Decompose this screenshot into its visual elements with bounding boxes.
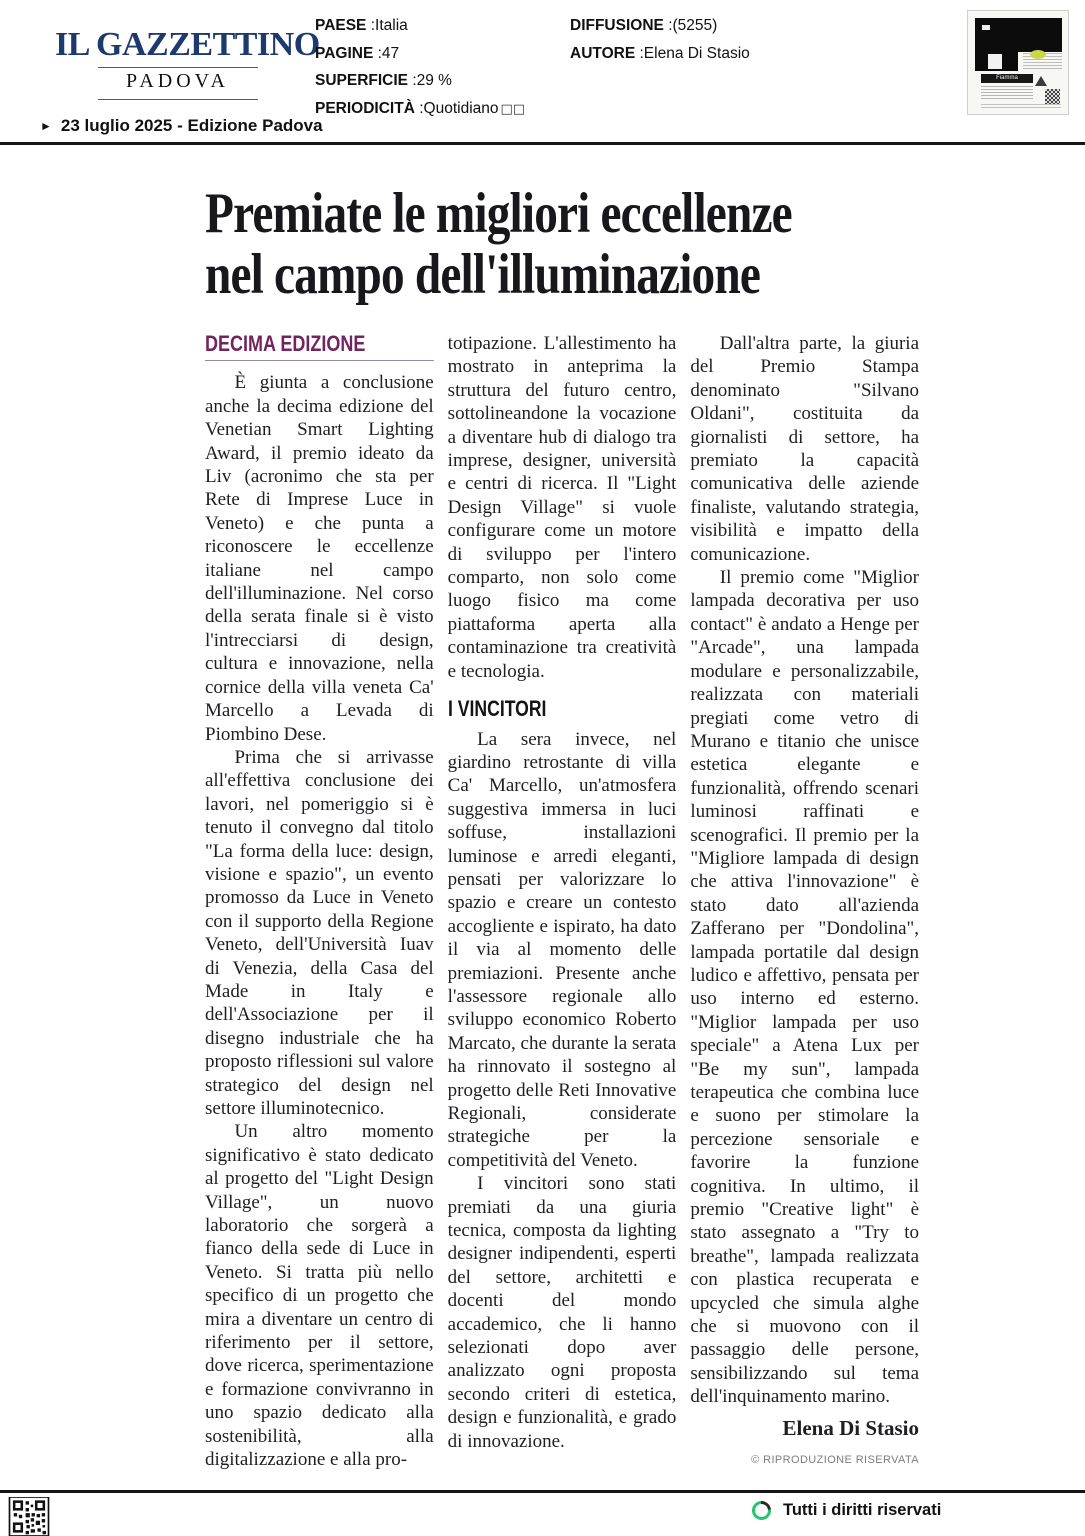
paragraph-continuation: totipazione. L'allestimento ha mostrato in anteprima la struttura del futuro centro, sottolineandone la vocazione a diventare hub di dialogo tra imprese, designer, università e centri di ricerca. Il "Light Design Village" si vuole configurare come un motore di sviluppo per l'intero comparto, non solo come luogo fisico ma come piattaforma aperta alla contaminazione tra creatività e tecnologia.	[447, 333, 677, 682]
meta-row-paese	[315, 12, 525, 40]
newspaper-logo	[55, 26, 320, 100]
kicker-underline	[205, 360, 434, 361]
thumbnail-text-lines	[981, 104, 1061, 110]
rights-text: Tutti i diritti riservati	[783, 1501, 942, 1519]
meta-row-periodicita	[315, 95, 525, 124]
paragraph: Un altro momento significativo è stato dedicato al progetto del "Light Design Village", un nuovo laboratorio che sorgerà a fianco della sede di Luce in Veneto. Si tratta più nello specifico di un progetto che mira a diventare un centro di riferimento per il settore, dove ricerca, sperimentazione e formazione convivranno in uno spazio dedicato alla sostenibilità, alla digitalizzazione e alla pro-	[205, 1121, 434, 1471]
qr-code	[6, 1497, 52, 1536]
meta-value: :47	[377, 44, 400, 62]
column-2	[448, 332, 677, 1473]
article-headline	[205, 183, 1075, 305]
meta-label: SUPERFICIE	[315, 72, 409, 89]
column-3	[690, 332, 919, 1473]
meta-label: AUTORE	[570, 44, 636, 62]
date-text: 23 luglio 2025 - Edizione Padova	[60, 116, 323, 135]
paragraph: I vincitori sono stati premiati da una giuria tecnica, composta da lighting designer indipendenti, esperti del settore, architetti e docenti del mondo accademico, che li hanno selezionati dopo aver analizzato ogni proposta secondo criteri di estetica, design e funzionalità, e grado di innovazione.	[447, 1173, 677, 1452]
thumbnail-triangle	[1035, 76, 1047, 86]
thumbnail-photo-block	[975, 18, 1062, 52]
arrow-icon: ►	[40, 119, 52, 133]
tofu-artifacts: □□	[500, 101, 526, 117]
metadata-left	[315, 12, 525, 123]
meta-row-superficie	[315, 67, 525, 95]
meta-value: :Quotidiano	[419, 99, 499, 117]
ring-icon	[748, 1497, 775, 1524]
meta-row-pagine	[315, 40, 525, 68]
date-line	[40, 116, 323, 136]
byline: Elena Di Stasio	[782, 1415, 920, 1440]
meta-value: :29 %	[412, 72, 452, 89]
meta-value: :Elena Di Stasio	[639, 44, 750, 62]
meta-value: :(5255)	[668, 17, 718, 34]
column-1	[205, 332, 434, 1473]
copyright-notice: © RIPRODUZIONE RISERVATA	[751, 1454, 920, 1467]
thumbnail-qr	[1045, 89, 1060, 104]
headline-line-2: nel campo dell'illuminazione	[205, 243, 761, 306]
meta-row-autore	[570, 40, 750, 68]
header-divider	[0, 142, 1085, 145]
meta-value: :Italia	[370, 17, 408, 34]
meta-label: PAESE	[315, 17, 367, 34]
thumbnail-detail	[982, 25, 990, 29]
logo-edition: PADOVA	[126, 70, 229, 92]
thumbnail-text-lines	[981, 86, 1033, 100]
article-body	[205, 332, 919, 1473]
logo-divider	[98, 99, 258, 100]
meta-label: PERIODICITÀ	[315, 99, 415, 117]
rights-reserved	[752, 1501, 941, 1520]
paragraph: Il premio come "Miglior lampada decorativa per uso contact" è andato a Henge per "Arcade", una lampada modulare e personalizzabile, realizzata con materiali pregiati come vetro di Murano e titanio che unisce estetica elegante e funzionalità, offrendo scenari luminosi raffinati e scenografici. Il premio per la "Migliore lampada di design che attiva l'innovazione" è stato dato all'azienda Zafferano per "Dondolina", lampada portatile dal design ludico e affettivo, pensata per uso interno ed esterno. "Miglior lampada per uso speciale" a Atena Lux per "Be my sun", lampada terapeutica che combina luce e suono per stimolare la percezione sensoriale e favorire la funzione cognitiva. In ultimo, il premio "Creative light" è stato assegnato a "Try to breathe", lampada realizzata con plastica recuperata e upcycled che simula alghe che si muovono con il passaggio delle persone, sensibilizzando sul tema dell'inquinamento marino.	[690, 567, 920, 1408]
paragraph: Dall'altra parte, la giuria del Premio Stampa denominato "Silvano Oldani", costituita da giornalisti di settore, ha premiato la capacità comunicativa delle aziende finaliste, valutando strategia, visibilità e impatto della comunicazione.	[690, 333, 920, 565]
paragraph: La sera invece, nel giardino retrostante di villa Ca' Marcello, un'atmosfera suggestiva immersa in luci soffuse, installazioni luminose e arredi eleganti, pensati per valorizzare lo spazio e creare un contesto accogliente e ispirato, ha dato il via al momento delle premiazioni. Presente anche l'assessore regionale allo sviluppo economico Roberto Marcato, che durante la serata ha rinnovato il sostegno al progetto delle Reti Innovative Regionali, considerate strategiche per la competitività del Veneto.	[447, 728, 677, 1171]
subhead: I VINCITORI	[447, 696, 547, 722]
meta-label: DIFFUSIONE	[570, 17, 664, 34]
page-thumbnail	[967, 10, 1069, 115]
meta-label: PAGINE	[315, 44, 374, 62]
thumbnail-banner: Fiamma	[981, 74, 1033, 83]
metadata-right	[570, 12, 750, 67]
meta-row-diffusione	[570, 12, 750, 40]
footer-divider	[0, 1490, 1085, 1493]
logo-title: IL GAZZETTINO	[55, 26, 320, 63]
paragraph: È giunta a conclusione anche la decima edizione del Venetian Smart Lighting Award, il premio ideato da Liv (acronimo che sta per Rete di Imprese Luce in Veneto) e che punta a riconoscere le eccellenze italiane nel campo dell'illuminazione. Nel corso della serata finale si è visto l'intrecciarsi di design, cultura e innovazione, nella cornice della villa veneta Ca' Marcello a Levada di Piombino Dese.	[205, 372, 434, 745]
thumbnail-detail	[988, 54, 1002, 68]
kicker: DECIMA EDIZIONE	[205, 331, 366, 356]
paragraph: Prima che si arrivasse all'effettiva conclusione dei lavori, nel pomeriggio si è tenuto il convegno dal titolo "La forma della luce: design, visione e spazio", un evento promosso da Luce in Veneto con il supporto della Regione Veneto, dell'Università Iuav di Venezia, della Casa del Made in Italy e dell'Associazione per il disegno industriale che ha proposto riflessioni sul valore strategico del design nel settore illuminotecnico.	[205, 746, 434, 1119]
headline-line-1: Premiate le migliori eccellenze	[205, 182, 792, 245]
